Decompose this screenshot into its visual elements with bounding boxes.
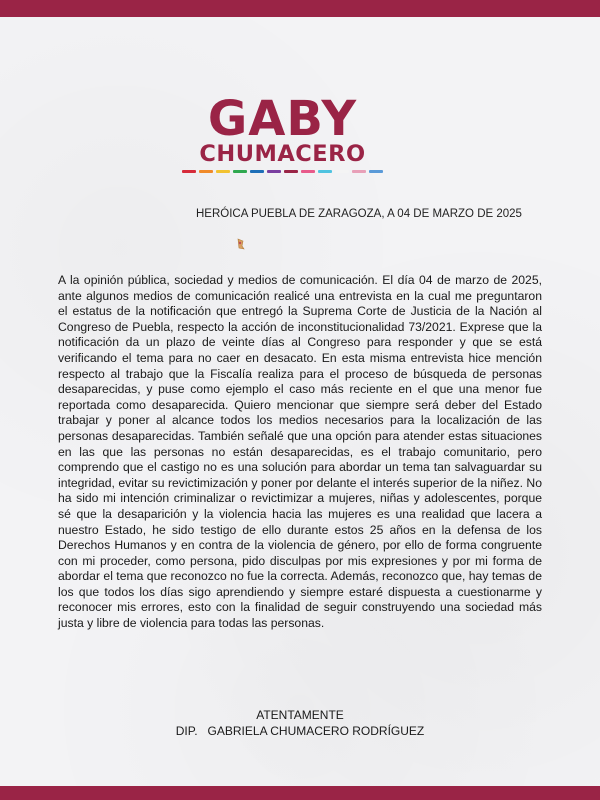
logo	[180, 91, 385, 173]
stripe-segment	[284, 170, 298, 173]
signer-name: DIP. GABRIELA CHUMACERO RODRÍGUEZ	[175, 724, 425, 738]
logo-color-stripe	[180, 170, 385, 173]
place-and-date: HERÓICA PUEBLA DE ZARAGOZA, A 04 DE MARZO DE 2025	[196, 208, 522, 220]
logo-first-name: GABY	[207, 91, 358, 147]
logo-last-name: CHUMACERO	[199, 141, 366, 167]
stripe-segment	[182, 170, 196, 173]
stripe-segment	[369, 170, 383, 173]
top-accent-bar	[0, 0, 600, 17]
letter-body: A la opinión pública, sociedad y medios de comunicación. El día 04 de marzo de 2025, ante algunos medios de comunicación realicé una entrevista en la cual me preguntaron el estatus de la notificación que entregó la Suprema Corte de Justicia de la Nación al Congreso de Puebla, respecto la acción de inconstitucionalidad 73/2021. Exprese que la notificación da un plazo de veinte días al Congreso para responder y que se está verificando el tema para no caer en desacato. En esta misma entrevista hice mención respecto al trabajo que la Fiscalía realiza para el proceso de búsqueda de personas desaparecidas, y puse como ejemplo el caso más reciente en el que una menor fue reportada como desaparecida. Quiero mencionar que siempre será deber del Estado trabajar y poner al alcance todos los medios necesarios para la localización de las personas desaparecidas. También señalé que una opción para atender estas situaciones en las que las personas no están desaparecidas, es el trabajo comunitario, pero comprendo que el castigo no es una solución para abordar un tema tan salvaguardar su integridad, evitar su revictimización y poner por delante el interés superior de la niñez. No ha sido mi intención criminalizar o revictimizar a mujeres, niñas y adolescentes, porque sé que la desaparición y la violencia hacia las mujeres es una realidad que lacera a nuestro Estado, he sido testigo de ello durante estos 25 años en la defensa de los Derechos Humanos y en contra de la violencia de género, por ello de forma congruente con mi proceder, como persona, pido disculpas por mis expresiones y por mi forma de abordar el tema que reconozco no fue la correcta. Además, reconozco que, hay temas de los que todos los días sigo aprendiendo y siempre estaré dispuesta a cuestionarme y reconocer mis errores, esto con la finalidad de seguir construyendo una sociedad más justa y libre de violencia para todas las personas.	[58, 273, 542, 631]
stripe-segment	[352, 170, 366, 173]
stripe-segment	[318, 170, 332, 173]
stripe-segment	[233, 170, 247, 173]
closing-salutation: ATENTAMENTE	[256, 708, 344, 722]
sticker-icon	[236, 238, 246, 250]
stripe-segment	[267, 170, 281, 173]
stripe-segment	[216, 170, 230, 173]
stripe-segment	[199, 170, 213, 173]
stripe-segment	[335, 170, 349, 173]
closing-block	[150, 707, 450, 739]
stripe-segment	[250, 170, 264, 173]
bottom-accent-bar	[0, 786, 600, 800]
stripe-segment	[301, 170, 315, 173]
